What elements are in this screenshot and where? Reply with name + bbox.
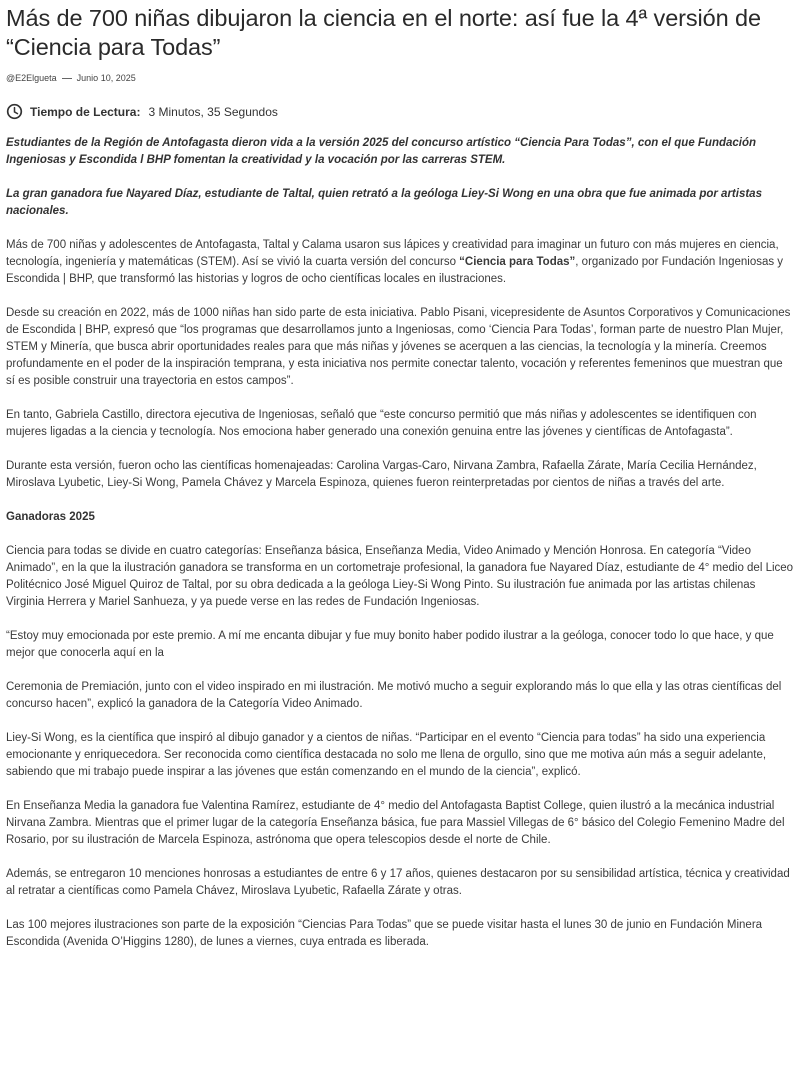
lead-paragraph: La gran ganadora fue Nayared Díaz, estudiante de Taltal, quien retrató a la geóloga Liey-Si Wong en una obra que fue animada por artistas nacionales. [6,188,762,217]
body-paragraph: Desde su creación en 2022, más de 1000 niñas han sido parte de esta iniciativa. Pablo Pisani, vicepresidente de Asuntos Corporativos y Comunicaciones de Escondida | BHP, expresó que “los programas que desarrollamos junto a Ingeniosas, como ‘Ciencia Para Todas’, forman parte de nuestro Plan Mujer, STEM y Minería, que busca abrir oportunidades reales para que más niñas y jóvenes se acerquen a las ciencias, la tecnología y la minería. Creemos profundamente en el poder de la inspiración temprana, y esta iniciativa nos permite conectar talento, vocación y referentes femeninos que muestran que sí es posible construir una trayectoria en estos campos”. [6,307,791,387]
body-paragraph: Ceremonia de Premiación, junto con el video inspirado en mi ilustración. Me motivó mucho a seguir explorando más lo que ella y las otras científicas del concurso hacen”, explicó la ganadora de la Categoría Video Animado. [6,681,782,710]
body-paragraph: “Estoy muy emocionada por este premio. A mí me encanta dibujar y fue muy bonito haber podido ilustrar a la geóloga, conocer todo lo que hace, y que mejor que conocerla aquí en la [6,630,774,659]
contest-name: “Ciencia para Todas” [459,256,576,268]
body-paragraph: Las 100 mejores ilustraciones son parte de la exposición “Ciencias Para Todas” que se puede visitar hasta el lunes 30 de junio en Fundación Minera Escondida (Avenida O’Higgins 1280), de lunes a viernes, cuya entrada es liberada. [6,919,763,948]
clock-icon [6,103,23,120]
paragraph-text: , organizado por Fundación Ingeniosas y Escondida | BHP, que transformó las historias y logros de ocho científicas locales en ilustraciones. [6,256,784,285]
body-paragraph: Liey-Si Wong, es la científica que inspiró al dibujo ganador y a cientos de niñas. “Participar en el evento “Ciencia para todas” ha sido una experiencia emocionante y enriquecedora. Ser reconocida como científica destacada no solo me llena de orgullo, sino que me motiva aún más a seguir adelante, sabiendo que mi trabajo puede inspirar a las jóvenes que están comenzando en el mundo de la ciencia”, explicó. [6,732,767,778]
article-meta [6,73,794,83]
author-link[interactable]: @E2Elgueta [6,73,57,83]
reading-time-value: 3 Minutos, 35 Segundos [148,104,278,119]
meta-separator [62,78,72,79]
article-lead [6,135,794,220]
reading-time-label: Tiempo de Lectura: [30,104,141,119]
publish-date: Junio 10, 2025 [76,73,136,83]
reading-time [6,103,794,120]
body-paragraph: En tanto, Gabriela Castillo, directora ejecutiva de Ingeniosas, señaló que “este concurso permitió que más niñas y adolescentes se identifiquen con mujeres ligadas a la ciencia y tecnología. Nos emociona haber generado una conexión genuina entre las jóvenes y científicas de Antofagasta”. [6,409,757,438]
article-title: Más de 700 niñas dibujaron la ciencia en el norte: así fue la 4ª versión de “Ciencia para Todas” [6,5,761,60]
section-heading: Ganadoras 2025 [6,511,95,523]
body-paragraph: En Enseñanza Media la ganadora fue Valentina Ramírez, estudiante de 4° medio del Antofagasta Baptist College, quien ilustró a la mecánica industrial Nirvana Zambra. Mientras que el primer lugar de la categoría Enseñanza básica, fue para Massiel Villegas de 6° básico del Colegio Femenino Madre del Rosario, por su ilustración de Marcela Espinoza, astrónoma que opera telescopios desde el norte de Chile. [6,800,785,846]
paragraph-text: Más de 700 niñas y adolescentes de Antofagasta, Taltal y Calama usaron sus lápices y creatividad para imaginar un futuro con más mujeres en ciencia, tecnología, ingeniería y matemáticas (STEM). Así se vivió la cuarta versión del concurso [6,239,779,268]
body-paragraph [6,237,794,288]
article-body [6,237,794,951]
body-paragraph: Además, se entregaron 10 menciones honrosas a estudiantes de entre 6 y 17 años, quienes destacaron por su sensibilidad artística, técnica y creatividad al retratar a científicas como Pamela Chávez, Miroslava Lyubetic, Rafaella Zárate y otras. [6,868,790,897]
body-paragraph: Durante esta versión, fueron ocho las científicas homenajeadas: Carolina Vargas-Caro, Nirvana Zambra, Rafaella Zárate, María Cecilia Hernández, Miroslava Lyubetic, Liey-Si Wong, Pamela Chávez y Marcela Espinoza, quienes fueron reinterpretadas por cientos de niñas a través del arte. [6,460,757,489]
lead-paragraph: Estudiantes de la Región de Antofagasta dieron vida a la versión 2025 del concurso artístico “Ciencia Para Todas”, con el que Fundación Ingeniosas y Escondida l BHP fomentan la creatividad y la vocación por las carreras STEM. [6,137,757,166]
body-paragraph: Ciencia para todas se divide en cuatro categorías: Enseñanza básica, Enseñanza Media, Video Animado y Mención Honrosa. En categoría “Video Animado”, en la que la ilustración ganadora se transforma en un cortometraje profesional, la ganadora fue Nayared Díaz, estudiante de 4° medio del Liceo Politécnico José Miguel Quiroz de Taltal, por su obra dedicada a la geóloga Liey-Si Wong Pinto. Su ilustración fue animada por las artistas chilenas Virginia Herrera y Mariel Sanhueza, y ya puede verse en las redes de Fundación Ingeniosas. [6,545,794,608]
